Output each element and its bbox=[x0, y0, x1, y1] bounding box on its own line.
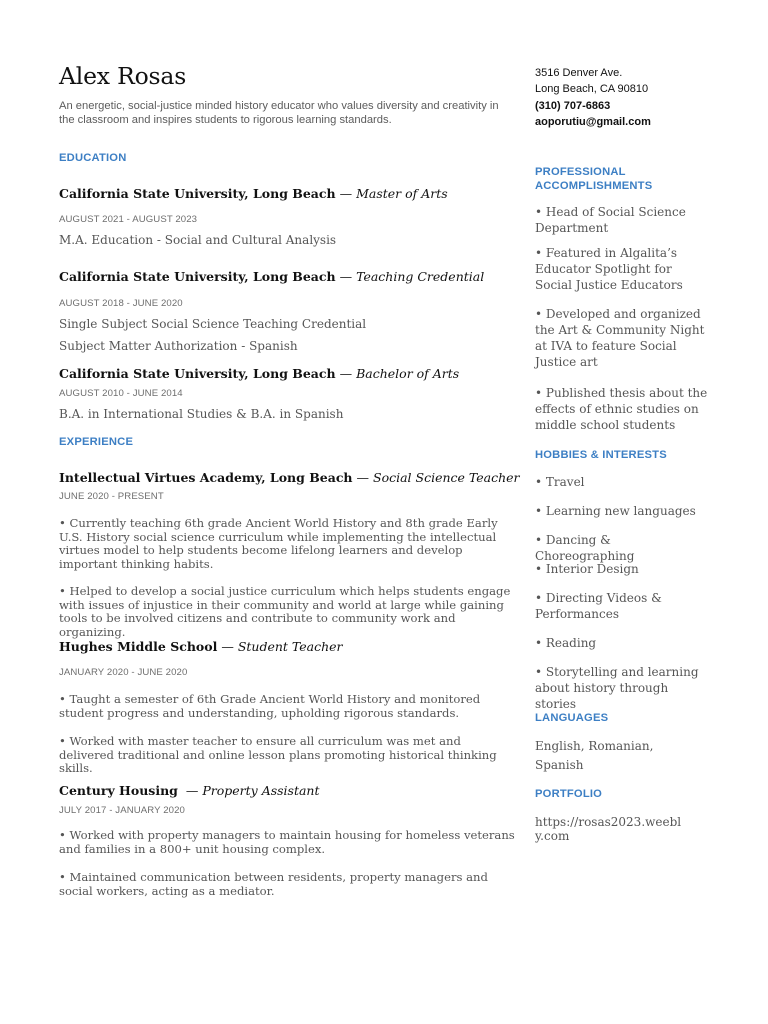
hobby-item: • Reading bbox=[535, 636, 597, 650]
experience-entry-dates: JULY 2017 - JANUARY 2020 bbox=[59, 805, 185, 816]
education-entry-detail: M.A. Education - Social and Cultural Analysis bbox=[59, 233, 337, 247]
experience-entry-dates: JANUARY 2020 - JUNE 2020 bbox=[59, 667, 188, 678]
experience-entry-title: Hughes Middle School — Student Teacher bbox=[59, 639, 343, 654]
education-entry-detail: Subject Matter Authorization - Spanish bbox=[59, 339, 298, 353]
hobbies-heading: HOBBIES & INTERESTS bbox=[535, 449, 667, 461]
experience-bullet: • Worked with master teacher to ensure all curriculum was met and delivered traditional and online lesson plans promoting historical thinking skills. bbox=[59, 734, 497, 775]
address-line-2: Long Beach, CA 90810 bbox=[535, 83, 649, 95]
experience-bullet: • Currently teaching 6th grade Ancient World History and 8th grade Early U.S. History social science curriculum while implementing the intellectual virtues model to help students become lifelong learners and develop important thinking habits. bbox=[59, 516, 498, 571]
experience-entry-dates: JUNE 2020 - PRESENT bbox=[59, 491, 164, 502]
phone-number: (310) 707-6863 bbox=[535, 100, 611, 112]
education-entry-title: California State University, Long Beach — Master of Arts bbox=[59, 186, 448, 201]
accomplishment-item: • Featured in Algalita’s Educator Spotlight for Social Justice Educators bbox=[535, 246, 683, 292]
resume-summary: An energetic, social-justice minded history educator who values diversity and creativity in the classroom and inspires students to rigorous learning standards. bbox=[59, 100, 499, 126]
languages-heading: LANGUAGES bbox=[535, 712, 609, 724]
address-line-1: 3516 Denver Ave. bbox=[535, 67, 623, 79]
education-entry-dates: AUGUST 2018 - JUNE 2020 bbox=[59, 298, 183, 309]
hobby-item: • Directing Videos & Performances bbox=[535, 591, 662, 621]
resume-name: Alex Rosas bbox=[59, 62, 187, 90]
email-address[interactable]: aoporutiu@gmail.com bbox=[535, 116, 651, 128]
education-entry-title: California State University, Long Beach — Teaching Credential bbox=[59, 269, 485, 284]
education-heading: EDUCATION bbox=[59, 152, 127, 164]
experience-bullet: • Taught a semester of 6th Grade Ancient World History and monitored student progress and understanding, upholding rigorous standards. bbox=[59, 692, 481, 720]
experience-bullet: • Worked with property managers to maintain housing for homeless veterans and families in a 800+ unit housing complex. bbox=[59, 828, 515, 856]
experience-bullet: • Maintained communication between residents, property managers and social workers, acting as a mediator. bbox=[59, 870, 488, 898]
education-entry-title: California State University, Long Beach — Bachelor of Arts bbox=[59, 366, 460, 381]
accomplishments-heading: PROFESSIONAL ACCOMPLISHMENTS bbox=[535, 166, 653, 192]
accomplishment-item: • Published thesis about the effects of ethnic studies on middle school students bbox=[535, 386, 708, 432]
hobby-item: • Storytelling and learning about history through stories bbox=[535, 665, 699, 711]
education-entry-detail: B.A. in International Studies & B.A. in Spanish bbox=[59, 407, 344, 421]
experience-entry-title: Century Housing — Property Assistant bbox=[59, 783, 320, 798]
languages-list: English, Romanian, Spanish bbox=[535, 739, 654, 772]
hobby-item: • Interior Design bbox=[535, 562, 639, 576]
hobby-item: • Dancing & Choreographing bbox=[535, 533, 635, 563]
accomplishment-item: • Head of Social Science Department bbox=[535, 205, 686, 235]
education-entry-dates: AUGUST 2010 - JUNE 2014 bbox=[59, 388, 183, 399]
education-entry-dates: AUGUST 2021 - AUGUST 2023 bbox=[59, 214, 198, 225]
accomplishment-item: • Developed and organized the Art & Community Night at IVA to feature Social Justice art bbox=[535, 307, 705, 369]
portfolio-heading: PORTFOLIO bbox=[535, 788, 603, 800]
hobby-item: • Travel bbox=[535, 475, 585, 489]
experience-entry-title: Intellectual Virtues Academy, Long Beach — Social Science Teacher bbox=[59, 470, 520, 485]
experience-bullet: • Helped to develop a social justice curriculum which helps students engage with issues of injustice in their community and world at large while gaining tools to be involved citizens and contribute to community work and organizing. bbox=[59, 584, 511, 639]
experience-heading: EXPERIENCE bbox=[59, 436, 134, 448]
hobby-item: • Learning new languages bbox=[535, 504, 696, 518]
portfolio-link[interactable]: https://rosas2023.weebly.com bbox=[535, 815, 682, 843]
education-entry-detail: Single Subject Social Science Teaching Credential bbox=[59, 317, 367, 331]
